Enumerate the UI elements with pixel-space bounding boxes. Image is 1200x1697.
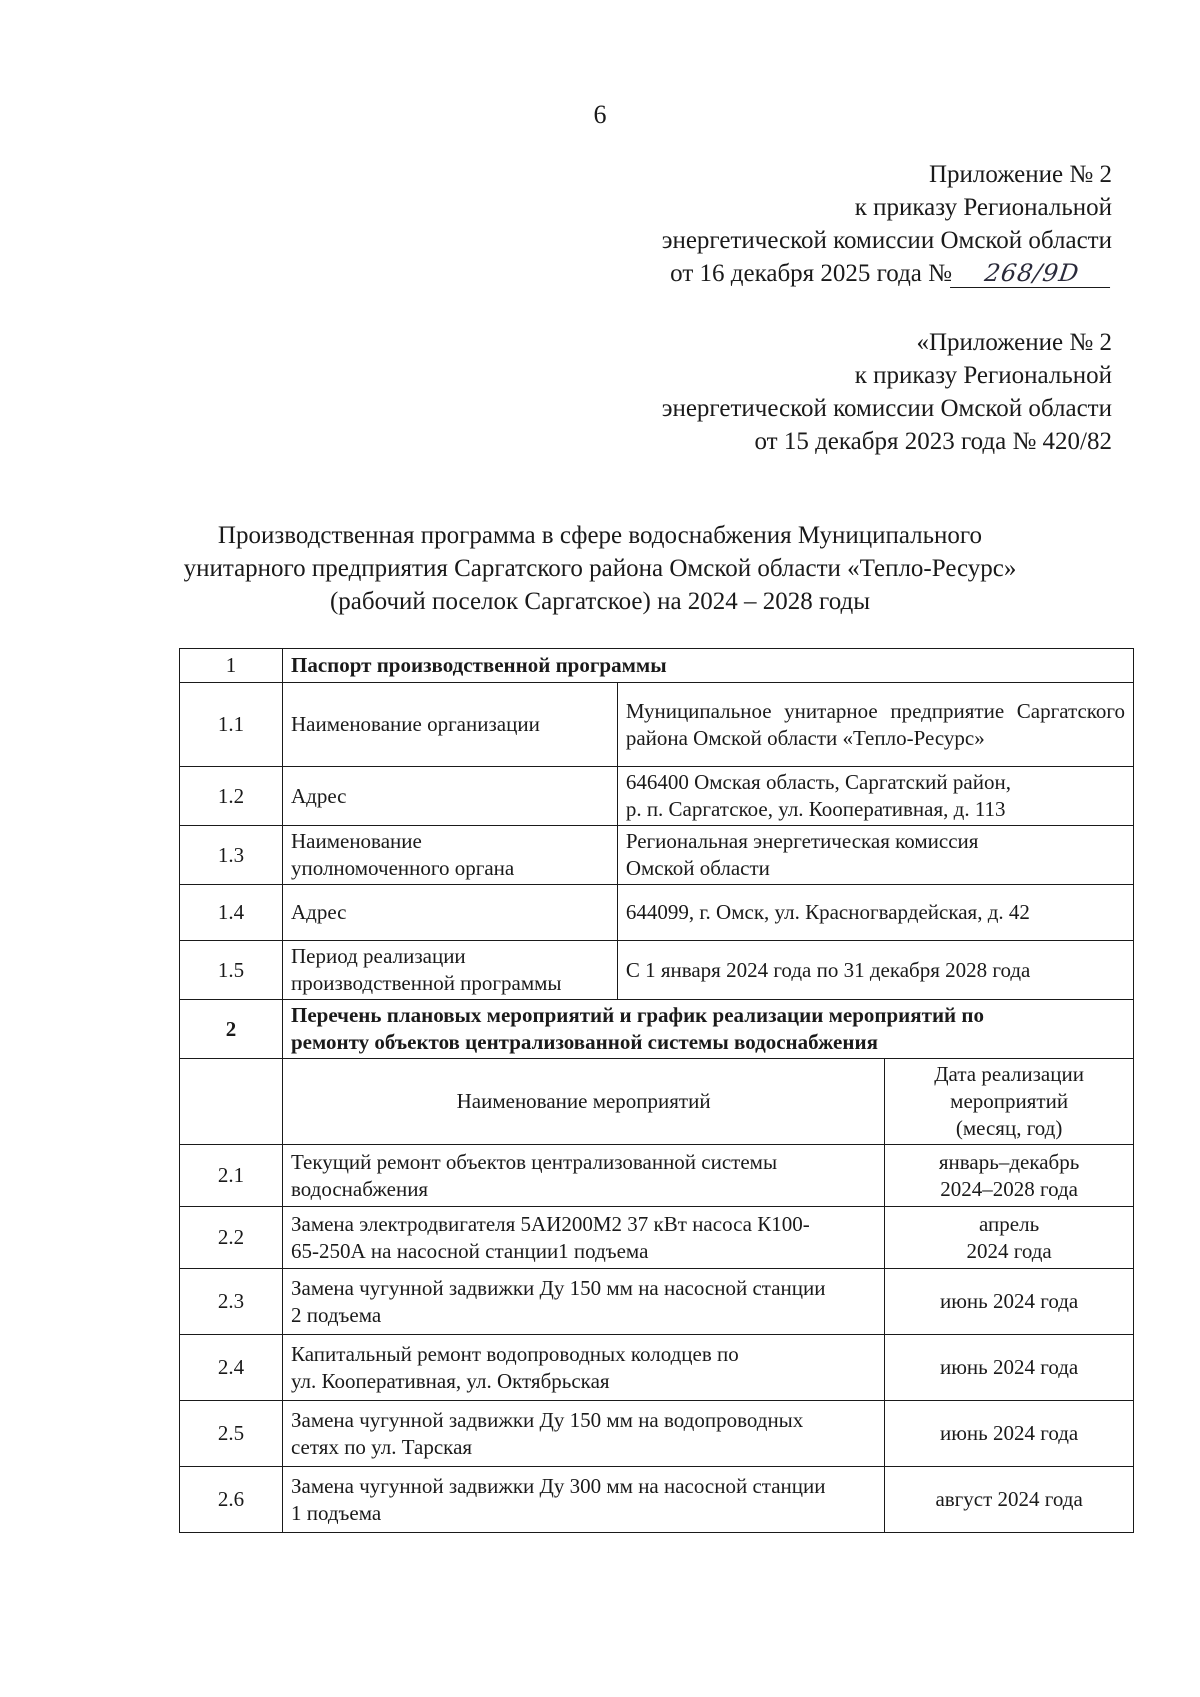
value-line: р. п. Саргатское, ул. Кооперативная, д. 113 [625,797,1006,821]
activity-name [282,1467,884,1533]
row-number: 2.1 [180,1145,283,1207]
header-line: мероприятий [950,1089,1069,1113]
activity-name [282,1335,884,1401]
value-line: 646400 Омская область, Саргатский район, [625,770,1011,794]
name-line: Капитальный ремонт водопроводных колодцев по [290,1341,739,1366]
commission-name: энергетической комиссии Омской области [661,395,1112,422]
name-line: 1 подъема [290,1500,382,1525]
section-header-row [180,649,1134,683]
document-title [100,519,1100,618]
program-table [179,648,1134,1533]
order-date-line [662,257,1112,290]
name-line: 65-250А на насосной станции1 подъема [290,1238,649,1263]
table-row [180,941,1134,1000]
section-title [282,1000,1133,1059]
label-line: уполномоченного органа [290,856,515,880]
row-number: 2.3 [180,1269,283,1335]
activity-name [282,1145,884,1207]
name-line: Замена чугунной задвижки Ду 300 мм на насосной станции [290,1473,826,1498]
activity-date [885,1207,1134,1269]
row-value: С 1 января 2024 года по 31 декабря 2028 года [617,941,1133,1000]
name-line: Замена чугунной задвижки Ду 150 мм на насосной станции [290,1275,826,1300]
commission-name: энергетической комиссии Омской области [661,227,1112,254]
header-line: (месяц, год) [955,1116,1063,1140]
order-reference: к приказу Региональной [854,194,1112,221]
date-line: 2024 года [966,1238,1052,1263]
section-number: 2 [180,1000,283,1059]
title-line: Производственная программа в сфере водоснабжения Муниципального [217,522,983,549]
table-row [180,885,1134,941]
row-label: Адрес [282,885,617,941]
table-row [180,1269,1134,1335]
column-header-name: Наименование мероприятий [282,1059,884,1145]
title-line: (рабочий поселок Саргатское) на 2024 – 2028 годы [329,588,870,615]
name-line: Замена чугунной задвижки Ду 150 мм на водопроводных [290,1407,804,1432]
row-label [282,826,617,885]
date-line: 2024–2028 года [940,1176,1078,1201]
row-number: 1.5 [180,941,283,1000]
name-line: сетях по ул. Тарская [290,1434,473,1459]
value-line: Омской области [625,856,770,880]
row-value: 644099, г. Омск, ул. Красногвардейская, д. 42 [617,885,1133,941]
section-number: 1 [180,649,283,683]
order-date: от 16 декабря 2025 года № [670,260,952,287]
table-row [180,1335,1134,1401]
value-line: Региональная энергетическая комиссия [625,829,979,853]
activity-date: август 2024 года [885,1467,1134,1533]
table-row [180,1145,1134,1207]
row-label: Наименование организации [282,683,617,767]
name-line: водоснабжения [290,1176,429,1201]
page-number: 6 [593,100,607,129]
date-line: апрель [979,1211,1040,1236]
row-number: 1.2 [180,767,283,826]
row-number: 1.3 [180,826,283,885]
name-line: 2 подъема [290,1302,382,1327]
table-row [180,683,1134,767]
section-title-line: ремонту объектов централизованной системы водоснабжения [290,1030,878,1054]
table-row [180,1467,1134,1533]
appendix-header-current [662,158,1112,290]
activity-date: июнь 2024 года [885,1401,1134,1467]
table-row [180,826,1134,885]
section-title-line: Перечень плановых мероприятий и график реализации мероприятий по [290,1003,984,1027]
row-number: 1.4 [180,885,283,941]
section-title: Паспорт производственной программы [282,649,1133,683]
row-value [617,826,1133,885]
label-line: производственной программы [290,971,562,995]
header-line: Дата реализации [934,1062,1084,1086]
title-line: унитарного предприятия Саргатского района Омской области «Тепло-Ресурс» [183,555,1017,582]
appendix-label: Приложение № 2 [928,161,1112,188]
empty-cell [180,1059,283,1145]
activity-name [282,1401,884,1467]
table-row [180,1401,1134,1467]
label-line: Наименование [290,829,422,853]
name-line: Замена электродвигателя 5АИ200М2 37 кВт насоса К100- [290,1211,810,1236]
row-number: 2.4 [180,1335,283,1401]
section-header-row [180,1000,1134,1059]
handwritten-order-number: 268/9D [950,259,1114,288]
label-line: Период реализации [290,944,466,968]
table-row [180,1207,1134,1269]
appendix-label: «Приложение № 2 [916,329,1112,356]
activity-date: июнь 2024 года [885,1269,1134,1335]
column-header-row [180,1059,1134,1145]
appendix-header-previous [662,326,1112,458]
order-date: от 15 декабря 2023 года № 420/82 [754,428,1112,455]
row-value: Муниципальное унитарное предприятие Саргатского района Омской области «Тепло-Ресурс» [617,683,1133,767]
activity-date: июнь 2024 года [885,1335,1134,1401]
name-line: ул. Кооперативная, ул. Октябрьская [290,1368,610,1393]
table-row [180,767,1134,826]
activity-date [885,1145,1134,1207]
row-label [282,941,617,1000]
activity-name [282,1207,884,1269]
column-header-date [885,1059,1134,1145]
row-number: 2.2 [180,1207,283,1269]
date-line: январь–декабрь [938,1149,1080,1174]
row-value [617,767,1133,826]
row-number: 2.6 [180,1467,283,1533]
activity-name [282,1269,884,1335]
row-label: Адрес [282,767,617,826]
row-number: 2.5 [180,1401,283,1467]
name-line: Текущий ремонт объектов централизованной системы [290,1149,778,1174]
order-reference: к приказу Региональной [854,362,1112,389]
row-number: 1.1 [180,683,283,767]
